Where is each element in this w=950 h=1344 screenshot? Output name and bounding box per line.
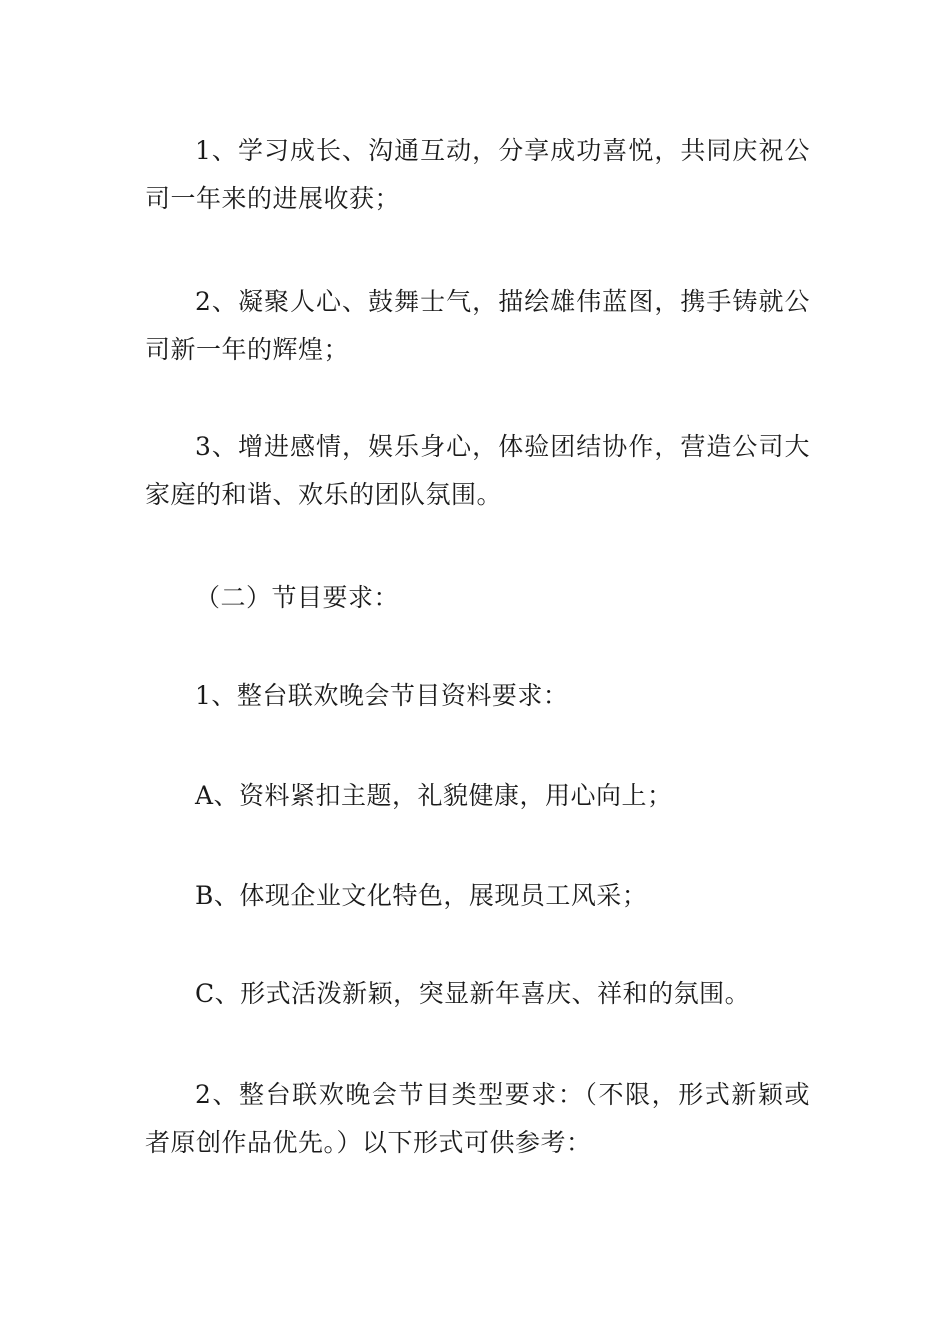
requirement-item-b: B、体现企业文化特色，展现员工风采； bbox=[195, 881, 648, 910]
goal-item-1: 1、学习成长、沟通互动，分享成功喜悦，共同庆祝公司一年来的进展收获； bbox=[145, 136, 810, 213]
requirement-item-c: C、形式活泼新颖，突显新年喜庆、祥和的氛围。 bbox=[195, 979, 751, 1008]
section-heading-program-requirements: （二）节目要求： bbox=[195, 583, 400, 612]
requirement-content-heading: 1、整台联欢晚会节目资料要求： bbox=[195, 681, 569, 710]
goal-item-2: 2、凝聚人心、鼓舞士气，描绘雄伟蓝图，携手铸就公司新一年的辉煌； bbox=[145, 287, 810, 364]
requirement-item-a: A、资料紧扣主题，礼貌健康，用心向上； bbox=[195, 781, 673, 810]
requirement-type-heading: 2、整台联欢晚会节目类型要求：（不限，形式新颖或者原创作品优先。）以下形式可供参考： bbox=[145, 1080, 810, 1157]
goal-item-3: 3、增进感情，娱乐身心，体验团结协作，营造公司大家庭的和谐、欢乐的团队氛围。 bbox=[145, 432, 810, 509]
